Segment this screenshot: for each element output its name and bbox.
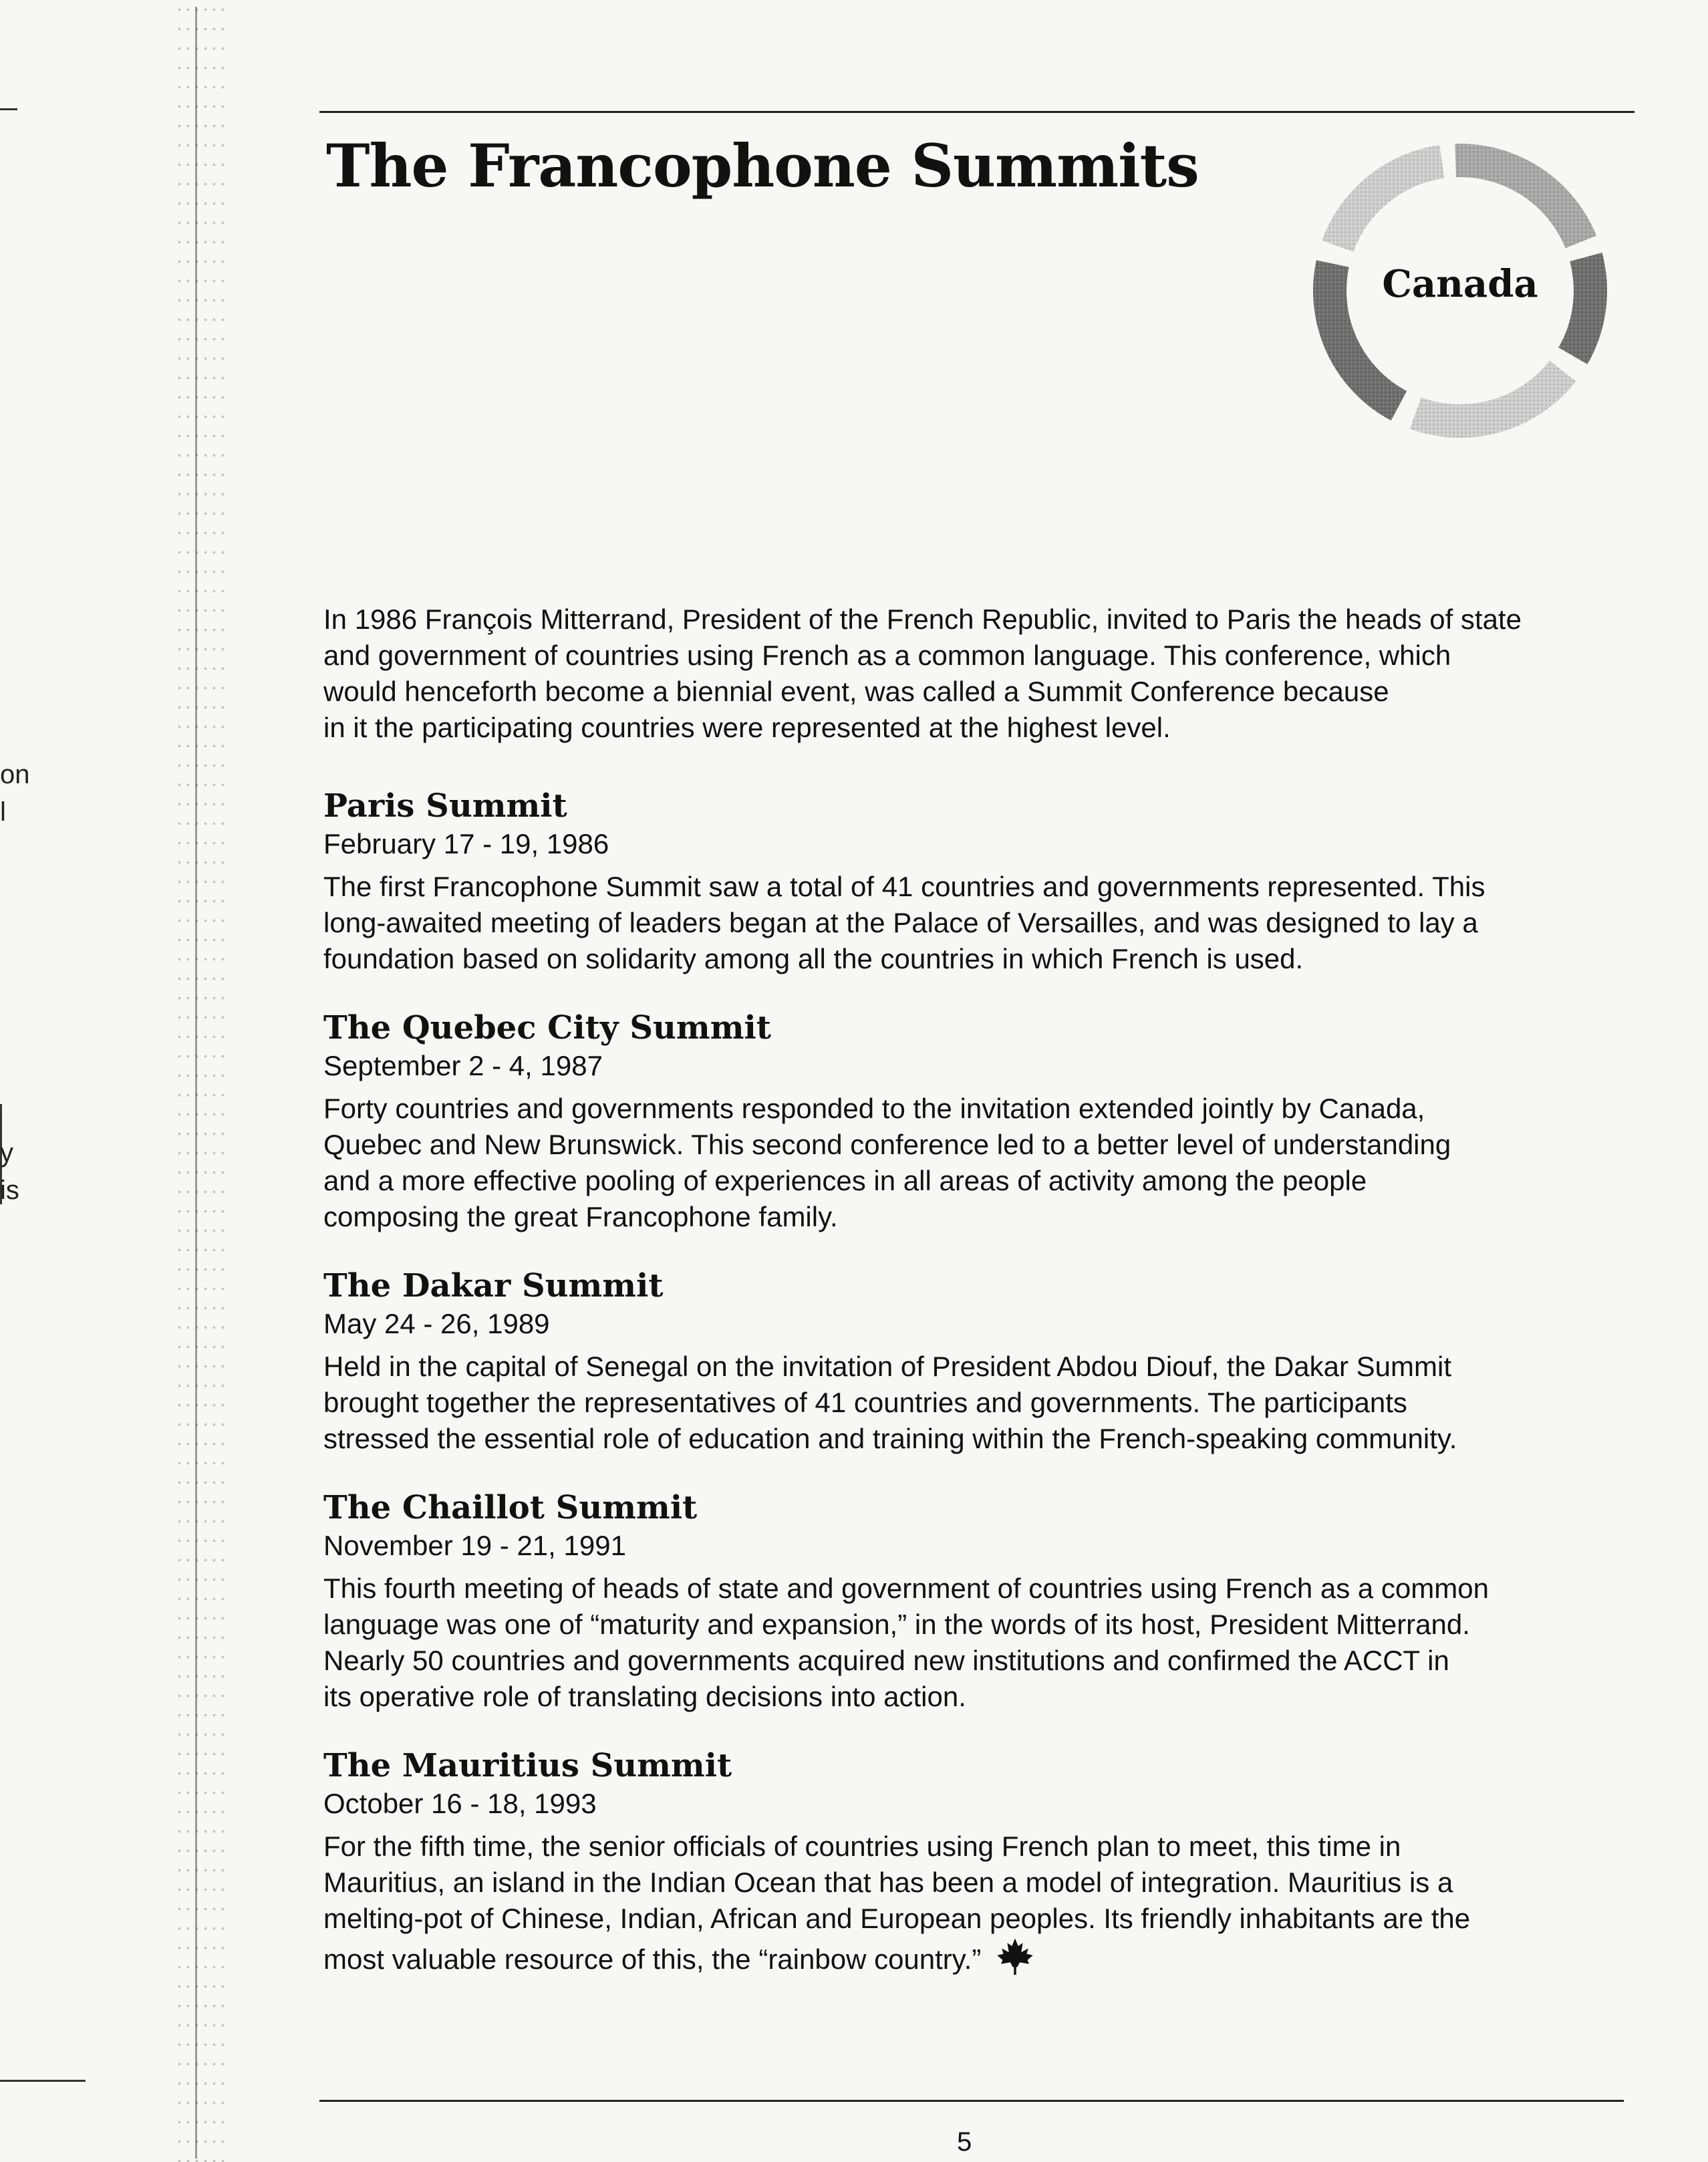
section-line: stressed the essential role of education and training within the French-speaking community.: [323, 1423, 1457, 1454]
edge-text-fragment: on: [0, 760, 30, 789]
section-date: November 19 - 21, 1991: [323, 1530, 626, 1561]
section-line: long-awaited meeting of leaders began at the Palace of Versailles, and was designed to lay a: [323, 907, 1478, 938]
section-line: Forty countries and governments responded to the invitation extended jointly by Canada,: [323, 1093, 1425, 1124]
section-line: The first Francophone Summit saw a total of 41 countries and governments represented. This: [323, 871, 1485, 902]
section-heading: The Quebec City Summit: [323, 1009, 771, 1047]
section-line: its operative role of translating decisions into action.: [323, 1681, 966, 1712]
left-margin-rule: [0, 108, 17, 110]
edge-text-fragment: y: [0, 1138, 13, 1168]
logo-ring-texture: [1455, 160, 1581, 242]
intro-paragraph: [323, 601, 1633, 746]
logo-ring-texture: [1415, 371, 1562, 421]
section-line-text: most valuable resource of this, the “rainbow country.”: [323, 1943, 982, 1975]
section-heading: The Dakar Summit: [323, 1267, 664, 1305]
section-line: and a more effective pooling of experiences in all areas of activity among the people: [323, 1165, 1367, 1196]
summit-section-quebec: [323, 1008, 1633, 1235]
summit-section-dakar: [323, 1266, 1633, 1457]
section-line: melting-pot of Chinese, Indian, African and European peoples. Its friendly inhabitants are the: [323, 1903, 1471, 1934]
maple-leaf-icon: [996, 1937, 1034, 1976]
edge-text-fragment: l: [0, 797, 6, 827]
section-date: September 2 - 4, 1987: [323, 1050, 603, 1081]
left-margin-rule-bottom: [0, 2080, 86, 2082]
section-line: [323, 1937, 1633, 1978]
article-body: [323, 601, 1633, 2008]
summit-section-chaillot: [323, 1488, 1633, 1715]
section-line: Held in the capital of Senegal on the invitation of President Abdou Diouf, the Dakar Summit: [323, 1351, 1451, 1382]
section-date: May 24 - 26, 1989: [323, 1308, 550, 1339]
summit-section-mauritius: [323, 1746, 1633, 1978]
section-heading: The Mauritius Summit: [323, 1747, 732, 1784]
summit-section-paris: [323, 786, 1633, 977]
footer-rule: [319, 2100, 1624, 2102]
binding-shadow: [175, 0, 229, 2162]
section-line: brought together the representatives of 41 countries and governments. The participants: [323, 1387, 1407, 1418]
edge-text-fragment: is: [0, 1176, 19, 1205]
section-heading: The Chaillot Summit: [323, 1489, 698, 1526]
section-line: foundation based on solidarity among all the countries in which French is used.: [323, 943, 1304, 974]
section-date: February 17 - 19, 1986: [323, 828, 609, 859]
section-date: October 16 - 18, 1993: [323, 1788, 597, 1819]
section-line: composing the great Francophone family.: [323, 1201, 838, 1232]
header-rule: [319, 111, 1634, 113]
page-number: 5: [957, 2127, 972, 2157]
section-line: This fourth meeting of heads of state and government of countries using French as a common: [323, 1573, 1489, 1604]
section-line: Nearly 50 countries and governments acquired new institutions and confirmed the ACCT in: [323, 1645, 1449, 1676]
intro-line: In 1986 François Mitterrand, President of the French Republic, invited to Paris the heads of state: [323, 603, 1522, 635]
section-line: Mauritius, an island in the Indian Ocean that has been a model of integration. Mauritius is a: [323, 1867, 1453, 1898]
section-line: Quebec and New Brunswick. This second conference led to a better level of understanding: [323, 1129, 1451, 1160]
intro-line: and government of countries using French as a common language. This conference, which: [323, 640, 1451, 671]
section-line: language was one of “maturity and expansion,” in the words of its host, President Mitterrand.: [323, 1609, 1470, 1640]
section-heading: Paris Summit: [323, 787, 567, 825]
intro-line: in it the participating countries were represented at the highest level.: [323, 712, 1171, 743]
logo-label: Canada: [1382, 262, 1538, 306]
binding-edge: [195, 7, 197, 2159]
section-line: For the fifth time, the senior officials of countries using French plan to meet, this time in: [323, 1831, 1401, 1862]
intro-line: would henceforth become a biennial event, was called a Summit Conference because: [323, 676, 1389, 707]
logo-ring-texture: [1338, 162, 1442, 246]
page-title: The Francophone Summits: [326, 131, 1199, 200]
